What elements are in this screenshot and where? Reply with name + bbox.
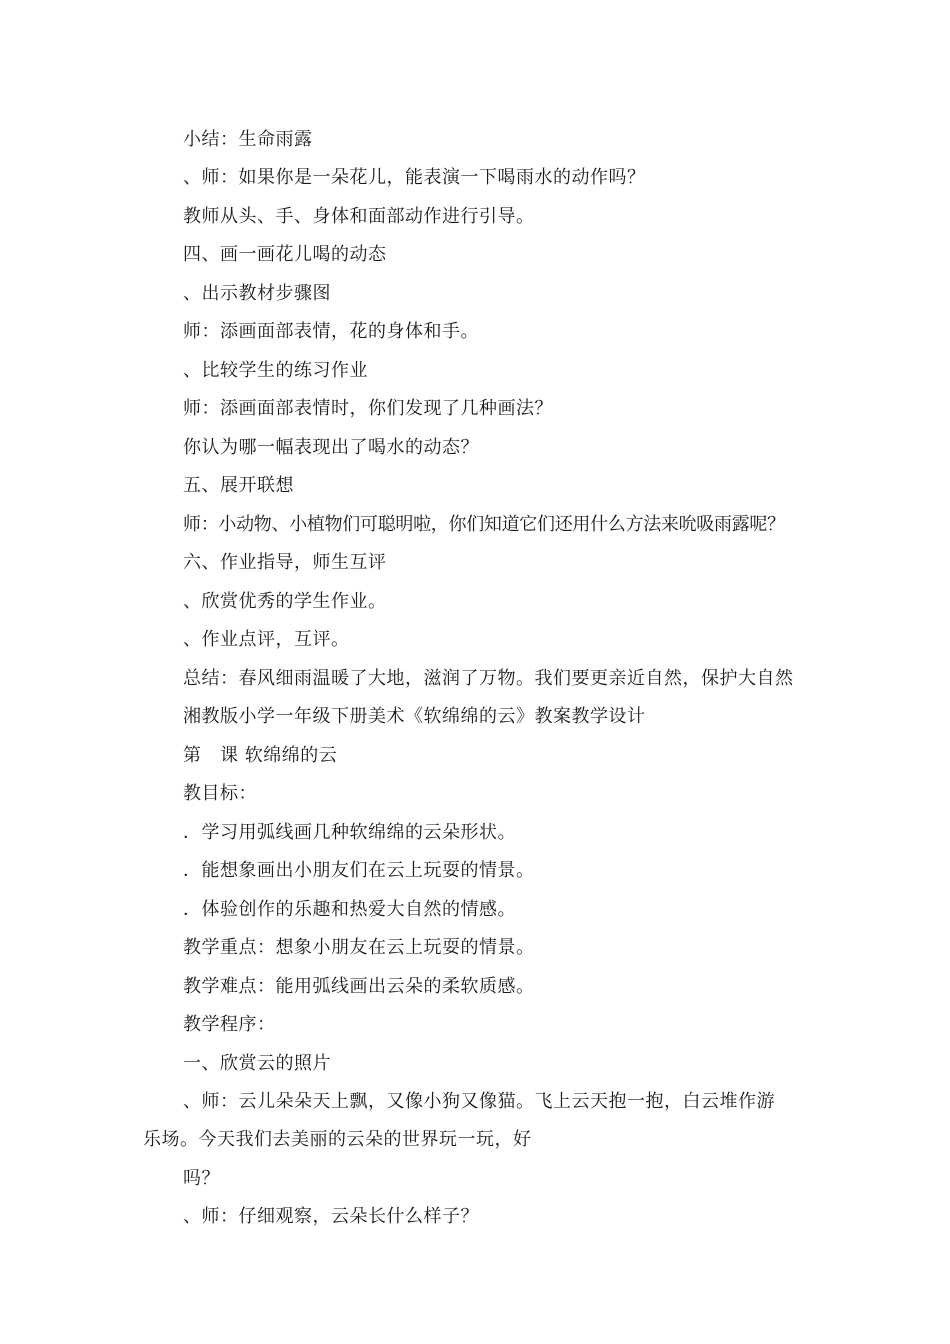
list-item: ．能想象画出小朋友们在云上玩耍的情景。 (183, 860, 535, 881)
section-heading: 五、展开联想 (183, 475, 294, 496)
text-line: 教目标： (183, 783, 257, 804)
text-line: 教学程序： (183, 1014, 276, 1035)
document-title: 湘教版小学一年级下册美术《软绵绵的云》教案教学设计 (183, 706, 646, 727)
text-line: 总结：春风细雨温暖了大地，滋润了万物。我们要更亲近自然，保护大自然 (183, 668, 794, 689)
text-line: 师：小动物、小植物们可聪明啦，你们知道它们还用什么方法来吮吸雨露呢？ (183, 514, 785, 535)
lesson-title: 第 课 软绵绵的云 (183, 745, 338, 766)
text-line: 吗？ (183, 1168, 220, 1189)
text-line: 你认为哪一幅表现出了喝水的动态？ (183, 437, 479, 458)
text-line: 、师：如果你是一朵花儿，能表演一下喝雨水的动作吗？ (183, 167, 646, 188)
list-item: ．体验创作的乐趣和热爱大自然的情感。 (183, 899, 516, 920)
text-line: 师：添画面部表情，花的身体和手。 (183, 321, 479, 342)
text-line: 、作业点评，互评。 (183, 629, 350, 650)
text-line: 师：添画面部表情时，你们发现了几种画法？ (183, 398, 553, 419)
section-heading: 一、欣赏云的照片 (183, 1053, 331, 1074)
text-line: 、师：仔细观察，云朵长什么样子？ (183, 1206, 479, 1227)
text-line: 、比较学生的练习作业 (183, 360, 368, 381)
section-heading: 六、作业指导，师生互评 (183, 552, 387, 573)
text-line: 、欣赏优秀的学生作业。 (183, 591, 387, 612)
text-line: 、师：云儿朵朵天上飘，又像小狗又像猫。飞上云天抱一抱，白云堆作游 (183, 1091, 775, 1112)
text-line: 教学难点：能用弧线画出云朵的柔软质感。 (183, 976, 535, 997)
text-line: 教师从头、手、身体和面部动作进行引导。 (183, 206, 535, 227)
text-line: 乐场。今天我们去美丽的云朵的世界玩一玩，好 (143, 1129, 532, 1150)
text-line: 小结：生命雨露 (183, 129, 313, 150)
text-line: 、出示教材步骤图 (183, 283, 331, 304)
section-heading: 四、画一画花儿喝的动态 (183, 244, 387, 265)
list-item: ．学习用弧线画几种软绵绵的云朵形状。 (183, 822, 516, 843)
text-line: 教学重点：想象小朋友在云上玩耍的情景。 (183, 937, 535, 958)
